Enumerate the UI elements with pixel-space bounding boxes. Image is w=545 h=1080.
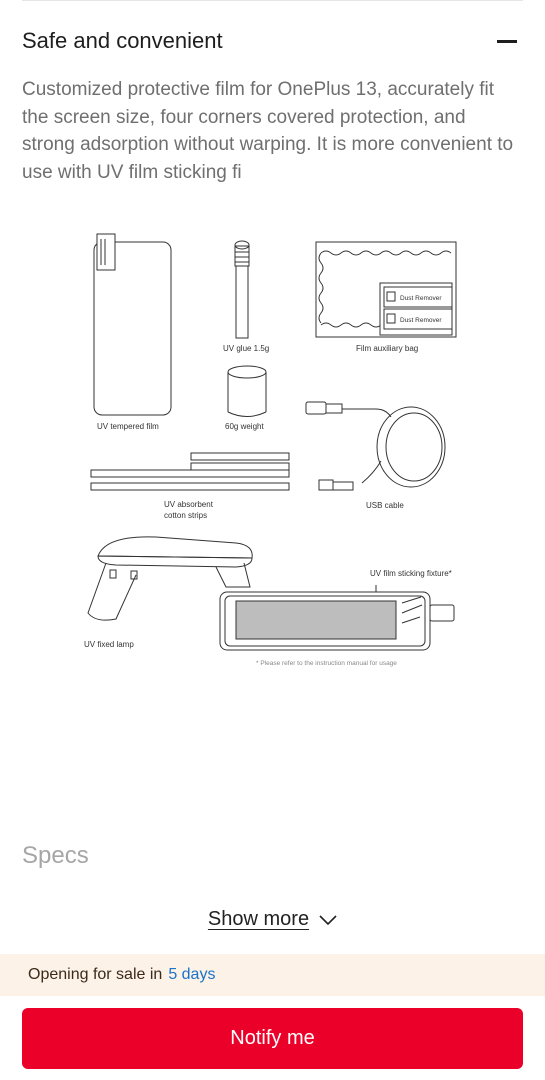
- section-title: Safe and convenient: [22, 28, 223, 53]
- tempered-film-label: UV tempered film: [97, 422, 159, 431]
- uv-glue-icon: [235, 241, 249, 338]
- cotton-strips-label-1: UV absorbent: [164, 500, 213, 509]
- uv-lamp-label: UV fixed lamp: [84, 640, 134, 649]
- film-aux-bag-label: Film auxiliary bag: [356, 344, 419, 353]
- uv-fixture-icon: [220, 585, 454, 650]
- uv-fixture-label: UV film sticking fixture*: [370, 569, 452, 578]
- weight-label: 60g weight: [225, 422, 264, 431]
- sale-banner-days: 5 days: [168, 966, 216, 983]
- show-more-label[interactable]: Show more: [207, 908, 310, 930]
- top-divider: [22, 0, 523, 1]
- cotton-strips-icon: [91, 453, 289, 490]
- cotton-strips-label-2: cotton strips: [164, 511, 208, 520]
- sale-banner: [0, 954, 545, 996]
- specs-title: Specs: [22, 842, 89, 869]
- dust-remover-label-1: Dust Remover: [400, 295, 442, 302]
- minus-icon[interactable]: [497, 40, 517, 43]
- dust-remover-label-2: Dust Remover: [400, 317, 442, 324]
- usb-cable-label: USB cable: [366, 501, 404, 510]
- section-description: Customized protective film for OnePlus 13, accurately fit the screen size, four corners covered protection, and strong adsorption without warping. It is more convenient to use with UV film sticking fi: [22, 79, 514, 183]
- accordion-header[interactable]: [22, 24, 523, 58]
- sale-banner-text: Opening for sale in: [28, 966, 163, 983]
- notify-me-button[interactable]: Notify me: [22, 1008, 523, 1069]
- uv-glue-label: UV glue 1.5g: [223, 344, 270, 353]
- tempered-film-icon: [94, 234, 171, 415]
- footnote-label: * Please refer to the instruction manual for usage: [256, 660, 397, 667]
- package-contents-illustration: [76, 225, 486, 680]
- uv-lamp-icon: [88, 537, 252, 620]
- usb-cable-icon: [306, 402, 445, 490]
- chevron-down-icon[interactable]: [319, 914, 337, 926]
- weight-icon: [228, 366, 266, 417]
- show-more-button[interactable]: [0, 908, 545, 931]
